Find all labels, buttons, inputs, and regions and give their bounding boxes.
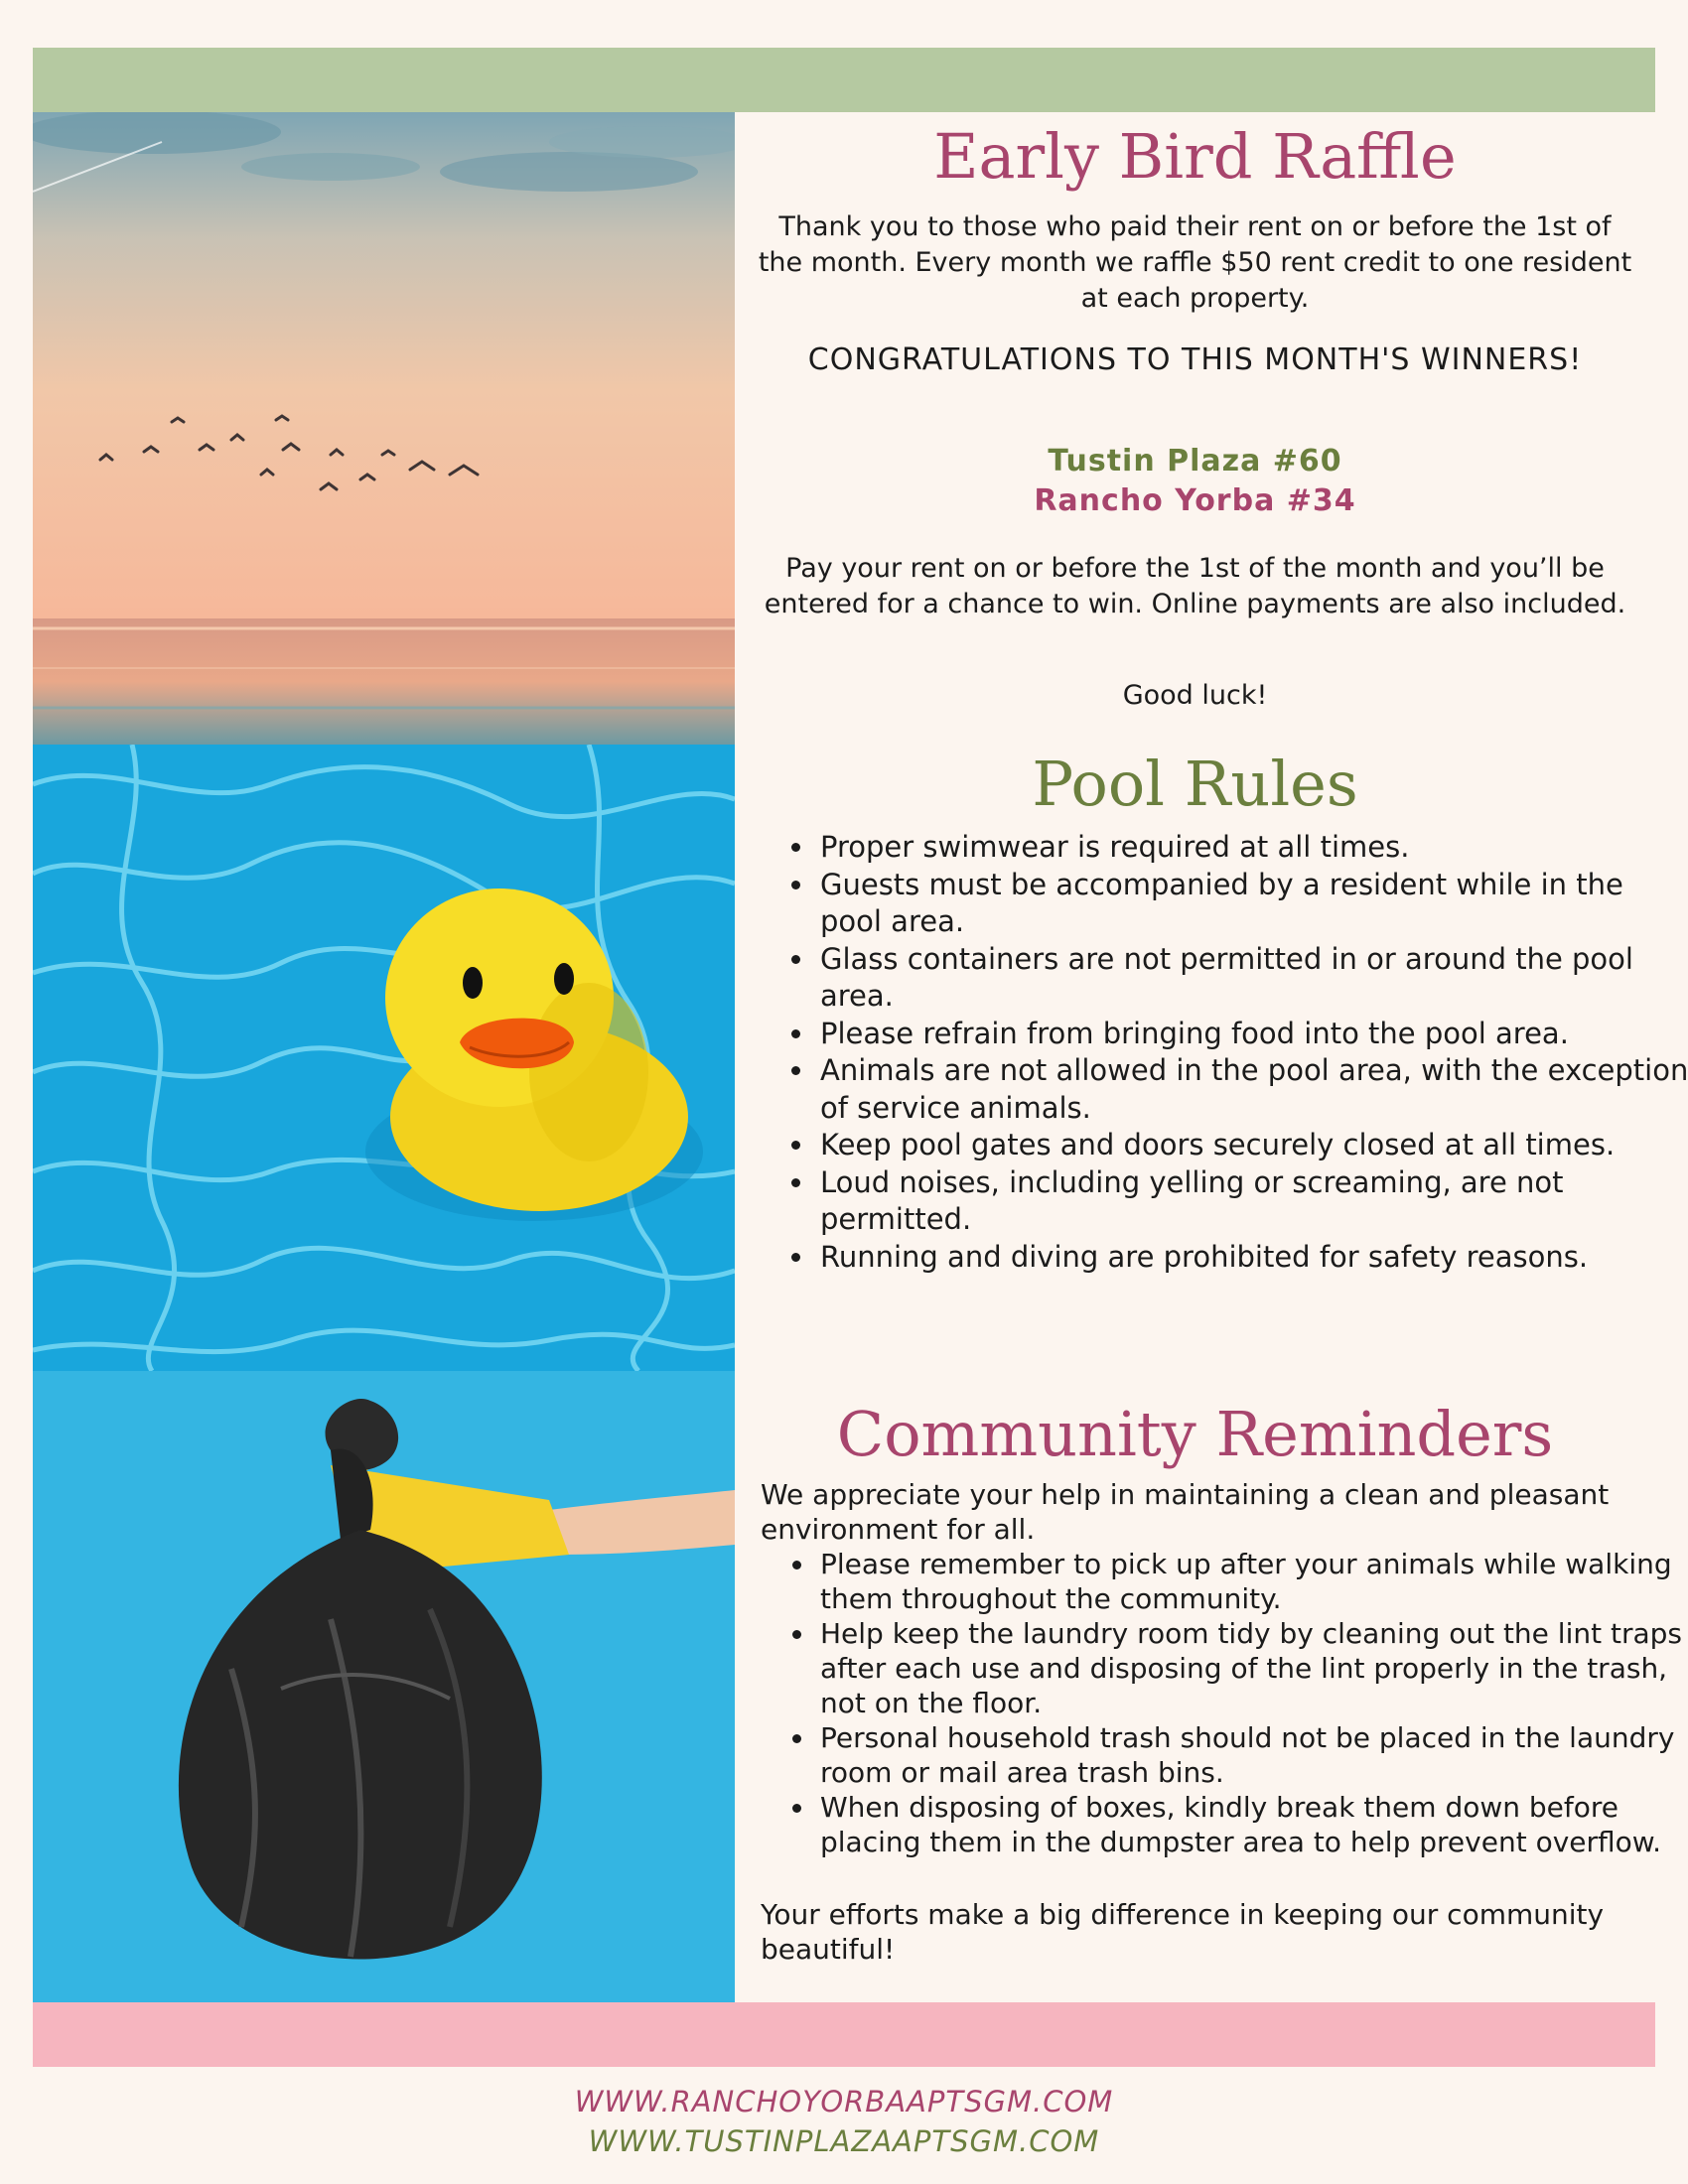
pool-rules-list — [761, 829, 1688, 1276]
community-intro: We appreciate your help in maintaining a clean and pleasant environment for all. — [761, 1478, 1610, 1546]
list-item: • Proper swimwear is required at all times. — [816, 829, 1688, 867]
rubber-duck-pool-image — [33, 745, 735, 1371]
rancho-yorba-website-link[interactable]: WWW.RANCHOYORBAAPTSGM.COM — [574, 2085, 1114, 2118]
sunset-ocean-image — [33, 112, 735, 745]
winner-rancho-yorba: Rancho Yorba #34 — [1034, 483, 1356, 518]
list-item: • When disposing of boxes, kindly break them down before placing them in the dumpster area to help prevent overflow. — [816, 1790, 1688, 1859]
list-item: • Guests must be accompanied by a resident while in the pool area. — [816, 867, 1688, 941]
community-reminders-list — [761, 1547, 1688, 1859]
list-item: • Help keep the laundry room tidy by cleaning out the lint traps after each use and disposing of the lint properly in the trash, not on the floor. — [816, 1616, 1688, 1720]
raffle-heading: Early Bird Raffle — [933, 120, 1457, 193]
good-luck-text: Good luck! — [1122, 680, 1268, 711]
top-color-band — [33, 48, 1655, 112]
congratulations-text: CONGRATULATIONS TO THIS MONTH'S WINNERS! — [807, 342, 1583, 377]
community-outro: Your efforts make a big difference in keeping our community beautiful! — [761, 1898, 1605, 1966]
list-item: • Glass containers are not permitted in or around the pool area. — [816, 941, 1688, 1016]
list-item: • Please remember to pick up after your animals while walking them throughout the community. — [816, 1547, 1688, 1616]
raffle-pay-note: Pay your rent on or before the 1st of the month and you’ll be entered for a chance to win. Online payments are also included. — [764, 553, 1626, 619]
bottom-color-band — [33, 2002, 1655, 2067]
tustin-plaza-website-link[interactable]: WWW.TUSTINPLAZAAPTSGM.COM — [588, 2124, 1100, 2158]
community-reminders-heading: Community Reminders — [836, 1398, 1554, 1470]
list-item: • Running and diving are prohibited for safety reasons. — [816, 1239, 1688, 1277]
list-item: • Keep pool gates and doors securely closed at all times. — [816, 1127, 1688, 1164]
list-item: • Animals are not allowed in the pool area, with the exception of service animals. — [816, 1052, 1688, 1127]
winner-tustin-plaza: Tustin Plaza #60 — [1048, 444, 1342, 478]
trash-bag-image — [33, 1371, 735, 2002]
list-item: • Personal household trash should not be placed in the laundry room or mail area trash bins. — [816, 1720, 1688, 1790]
list-item: • Please refrain from bringing food into the pool area. — [816, 1016, 1688, 1053]
raffle-intro: Thank you to those who paid their rent on or before the 1st of the month. Every month we raffle $50 rent credit to one resident at each property. — [758, 211, 1632, 314]
list-item: • Loud noises, including yelling or screaming, are not permitted. — [816, 1164, 1688, 1239]
pool-rules-heading: Pool Rules — [1032, 748, 1358, 820]
